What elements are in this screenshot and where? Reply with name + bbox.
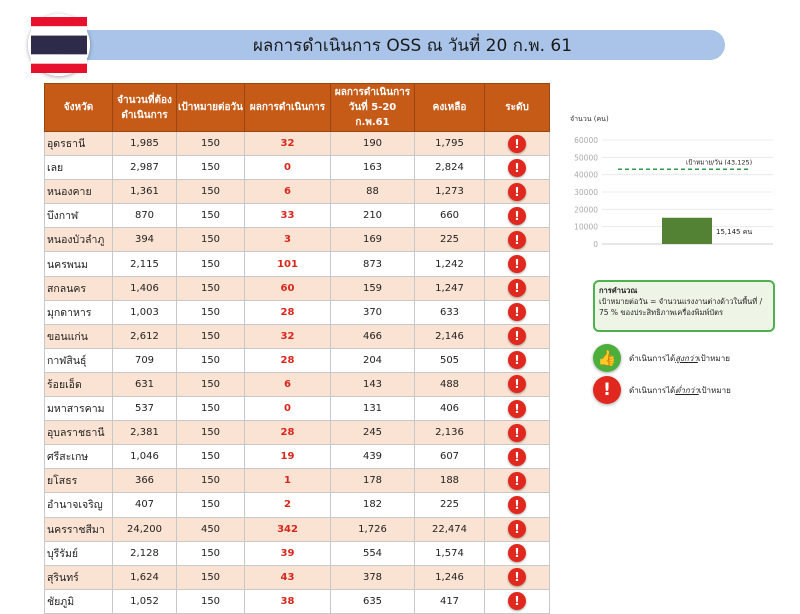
cell-result: 1 — [245, 469, 331, 493]
table-row — [45, 541, 550, 565]
table-row — [45, 252, 550, 276]
cell-province: อำนาจเจริญ — [45, 493, 113, 517]
cell-province: ขอนแก่น — [45, 324, 113, 348]
cell-level — [485, 228, 550, 252]
cell-level — [485, 372, 550, 396]
cell-province: มหาสารคาม — [45, 397, 113, 421]
alert-icon: ! — [508, 255, 526, 273]
cell-province: สกลนคร — [45, 276, 113, 300]
cell-level — [485, 180, 550, 204]
legend-above-target — [593, 344, 730, 372]
cell-result: 2 — [245, 493, 331, 517]
cell-target: 150 — [177, 180, 245, 204]
cell-total: 1,985 — [113, 132, 177, 156]
table-row — [45, 493, 550, 517]
cell-target: 150 — [177, 589, 245, 613]
column-header: ผลการดำเนินการ — [245, 84, 331, 132]
cell-remaining: 1,273 — [415, 180, 485, 204]
bar — [662, 218, 712, 244]
cell-remaining: 188 — [415, 469, 485, 493]
cell-total: 1,406 — [113, 276, 177, 300]
alert-icon: ! — [508, 303, 526, 321]
cell-remaining: 417 — [415, 589, 485, 613]
cell-remaining: 1,242 — [415, 252, 485, 276]
cell-remaining: 2,146 — [415, 324, 485, 348]
table-row — [45, 372, 550, 396]
column-header: เป้าหมายต่อวัน — [177, 84, 245, 132]
alert-icon: ! — [508, 279, 526, 297]
cell-level — [485, 132, 550, 156]
cell-target: 150 — [177, 276, 245, 300]
cell-cumulative: 143 — [331, 372, 415, 396]
legend-text: ดำเนินการได้ต่ำกว่าเป้าหมาย — [629, 385, 731, 395]
cell-total: 1,361 — [113, 180, 177, 204]
table-row — [45, 300, 550, 324]
calculation-title: การคำนวณ — [599, 286, 638, 295]
cell-level — [485, 156, 550, 180]
cell-total: 2,612 — [113, 324, 177, 348]
results-table — [44, 83, 550, 614]
cell-province: อุดรธานี — [45, 132, 113, 156]
table-row — [45, 589, 550, 613]
table-row — [45, 276, 550, 300]
cell-cumulative: 159 — [331, 276, 415, 300]
cell-target: 150 — [177, 156, 245, 180]
table-row — [45, 445, 550, 469]
cell-remaining: 1,574 — [415, 541, 485, 565]
cell-level — [485, 204, 550, 228]
cell-result: 6 — [245, 372, 331, 396]
cell-remaining: 633 — [415, 300, 485, 324]
cell-target: 150 — [177, 565, 245, 589]
cell-cumulative: 439 — [331, 445, 415, 469]
cell-target: 450 — [177, 517, 245, 541]
cell-result: 0 — [245, 156, 331, 180]
table-row — [45, 469, 550, 493]
cell-cumulative: 466 — [331, 324, 415, 348]
cell-remaining: 1,247 — [415, 276, 485, 300]
alert-icon: ! — [508, 183, 526, 201]
cell-result: 60 — [245, 276, 331, 300]
summary-chart — [568, 112, 783, 262]
cell-province: อุบลราชธานี — [45, 421, 113, 445]
alert-icon: ! — [508, 159, 526, 177]
alert-icon: ! — [508, 472, 526, 490]
cell-target: 150 — [177, 397, 245, 421]
cell-cumulative: 169 — [331, 228, 415, 252]
legend-text: ดำเนินการได้สูงกว่าเป้าหมาย — [629, 353, 730, 363]
alert-icon: ! — [508, 568, 526, 586]
table-row — [45, 228, 550, 252]
cell-level — [485, 252, 550, 276]
cell-cumulative: 131 — [331, 397, 415, 421]
title-bar — [60, 30, 725, 60]
table-row — [45, 348, 550, 372]
cell-result: 342 — [245, 517, 331, 541]
cell-province: ชัยภูมิ — [45, 589, 113, 613]
cell-cumulative: 182 — [331, 493, 415, 517]
cell-target: 150 — [177, 348, 245, 372]
cell-province: บึงกาฬ — [45, 204, 113, 228]
cell-target: 150 — [177, 324, 245, 348]
cell-total: 631 — [113, 372, 177, 396]
table-row — [45, 132, 550, 156]
cell-province: มุกดาหาร — [45, 300, 113, 324]
cell-level — [485, 565, 550, 589]
cell-province: นครราชสีมา — [45, 517, 113, 541]
cell-remaining: 505 — [415, 348, 485, 372]
column-header: คงเหลือ — [415, 84, 485, 132]
cell-total: 1,052 — [113, 589, 177, 613]
legend-below-target — [593, 376, 731, 404]
cell-level — [485, 300, 550, 324]
cell-target: 150 — [177, 493, 245, 517]
cell-level — [485, 493, 550, 517]
cell-total: 1,003 — [113, 300, 177, 324]
table-header-row — [45, 84, 550, 132]
y-tick-label: 10000 — [574, 222, 598, 232]
table-row — [45, 324, 550, 348]
cell-level — [485, 469, 550, 493]
thumbs-up-icon: 👍 — [593, 344, 621, 372]
cell-level — [485, 445, 550, 469]
thai-flag-icon — [28, 14, 90, 76]
cell-total: 1,046 — [113, 445, 177, 469]
cell-target: 150 — [177, 372, 245, 396]
cell-remaining: 1,795 — [415, 132, 485, 156]
cell-cumulative: 204 — [331, 348, 415, 372]
cell-remaining: 225 — [415, 493, 485, 517]
cell-province: สุรินทร์ — [45, 565, 113, 589]
cell-cumulative: 378 — [331, 565, 415, 589]
table-row — [45, 156, 550, 180]
y-tick-label: 20000 — [574, 205, 598, 215]
calculation-box — [593, 280, 775, 332]
alert-icon: ! — [508, 592, 526, 610]
cell-total: 2,128 — [113, 541, 177, 565]
cell-result: 28 — [245, 348, 331, 372]
table-row — [45, 517, 550, 541]
cell-total: 366 — [113, 469, 177, 493]
alert-icon: ! — [508, 520, 526, 538]
cell-result: 33 — [245, 204, 331, 228]
cell-total: 2,987 — [113, 156, 177, 180]
cell-province: หนองบัวลำภู — [45, 228, 113, 252]
cell-remaining: 1,246 — [415, 565, 485, 589]
cell-remaining: 22,474 — [415, 517, 485, 541]
cell-result: 38 — [245, 589, 331, 613]
table-row — [45, 565, 550, 589]
cell-result: 32 — [245, 132, 331, 156]
cell-cumulative: 635 — [331, 589, 415, 613]
cell-remaining: 2,824 — [415, 156, 485, 180]
cell-cumulative: 873 — [331, 252, 415, 276]
table-row — [45, 397, 550, 421]
bar-value-label: 15,145 คน — [716, 227, 753, 236]
y-tick-label: 30000 — [574, 188, 598, 197]
cell-level — [485, 397, 550, 421]
target-line-label: เป้าหมาย/วัน (43,125) — [686, 158, 753, 167]
cell-province: กาฬสินธุ์ — [45, 348, 113, 372]
cell-level — [485, 348, 550, 372]
cell-level — [485, 276, 550, 300]
cell-cumulative: 370 — [331, 300, 415, 324]
calculation-text: เป้าหมายต่อวัน = จำนวนแรงงานต่างด้าวในพื้นที่ / 75 % ของประสิทธิภาพเครื่องพิมพ์บัตร — [599, 297, 763, 317]
alert-icon: ! — [508, 400, 526, 418]
cell-level — [485, 324, 550, 348]
cell-target: 150 — [177, 300, 245, 324]
cell-level — [485, 517, 550, 541]
cell-cumulative: 88 — [331, 180, 415, 204]
cell-target: 150 — [177, 469, 245, 493]
cell-result: 0 — [245, 397, 331, 421]
cell-cumulative: 178 — [331, 469, 415, 493]
cell-remaining: 660 — [415, 204, 485, 228]
cell-total: 537 — [113, 397, 177, 421]
y-axis-label: จำนวน (คน) — [570, 115, 609, 123]
table-row — [45, 421, 550, 445]
cell-result: 3 — [245, 228, 331, 252]
cell-total: 709 — [113, 348, 177, 372]
cell-province: นครพนม — [45, 252, 113, 276]
cell-total: 2,115 — [113, 252, 177, 276]
cell-province: ศรีสะเกษ — [45, 445, 113, 469]
cell-cumulative: 163 — [331, 156, 415, 180]
cell-remaining: 225 — [415, 228, 485, 252]
cell-cumulative: 210 — [331, 204, 415, 228]
cell-target: 150 — [177, 541, 245, 565]
alert-icon: ! — [508, 327, 526, 345]
cell-level — [485, 589, 550, 613]
cell-remaining: 488 — [415, 372, 485, 396]
alert-icon: ! — [508, 544, 526, 562]
cell-total: 24,200 — [113, 517, 177, 541]
table-row — [45, 204, 550, 228]
alert-icon: ! — [508, 424, 526, 442]
y-tick-label: 0 — [593, 240, 598, 249]
cell-result: 28 — [245, 421, 331, 445]
cell-result: 6 — [245, 180, 331, 204]
cell-level — [485, 421, 550, 445]
cell-result: 101 — [245, 252, 331, 276]
cell-remaining: 607 — [415, 445, 485, 469]
y-tick-label: 40000 — [574, 170, 598, 180]
cell-result: 28 — [245, 300, 331, 324]
y-tick-label: 50000 — [574, 153, 598, 163]
cell-province: เลย — [45, 156, 113, 180]
y-tick-label: 60000 — [574, 136, 598, 145]
alert-icon: ! — [593, 376, 621, 404]
cell-province: ร้อยเอ็ด — [45, 372, 113, 396]
cell-cumulative: 190 — [331, 132, 415, 156]
cell-target: 150 — [177, 204, 245, 228]
cell-province: หนองคาย — [45, 180, 113, 204]
summary-chart-svg — [568, 112, 783, 262]
cell-cumulative: 245 — [331, 421, 415, 445]
cell-target: 150 — [177, 421, 245, 445]
cell-target: 150 — [177, 228, 245, 252]
alert-icon: ! — [508, 496, 526, 514]
cell-province: บุรีรัมย์ — [45, 541, 113, 565]
cell-cumulative: 554 — [331, 541, 415, 565]
cell-total: 870 — [113, 204, 177, 228]
cell-target: 150 — [177, 445, 245, 469]
cell-result: 43 — [245, 565, 331, 589]
column-header: จังหวัด — [45, 84, 113, 132]
cell-level — [485, 541, 550, 565]
alert-icon: ! — [508, 135, 526, 153]
column-header: ผลการดำเนินการ วันที่ 5-20 ก.พ.61 — [331, 84, 415, 132]
alert-icon: ! — [508, 375, 526, 393]
column-header: ระดับ — [485, 84, 550, 132]
cell-total: 394 — [113, 228, 177, 252]
cell-cumulative: 1,726 — [331, 517, 415, 541]
page-title: ผลการดำเนินการ OSS ณ วันที่ 20 ก.พ. 61 — [252, 35, 573, 56]
table-row — [45, 180, 550, 204]
cell-remaining: 406 — [415, 397, 485, 421]
alert-icon: ! — [508, 231, 526, 249]
cell-result: 32 — [245, 324, 331, 348]
alert-icon: ! — [508, 351, 526, 369]
cell-remaining: 2,136 — [415, 421, 485, 445]
column-header: จำนวนที่ต้องดำเนินการ — [113, 84, 177, 132]
cell-target: 150 — [177, 252, 245, 276]
cell-total: 2,381 — [113, 421, 177, 445]
cell-target: 150 — [177, 132, 245, 156]
alert-icon: ! — [508, 448, 526, 466]
cell-total: 407 — [113, 493, 177, 517]
cell-result: 19 — [245, 445, 331, 469]
cell-total: 1,624 — [113, 565, 177, 589]
cell-province: ยโสธร — [45, 469, 113, 493]
cell-result: 39 — [245, 541, 331, 565]
alert-icon: ! — [508, 207, 526, 225]
